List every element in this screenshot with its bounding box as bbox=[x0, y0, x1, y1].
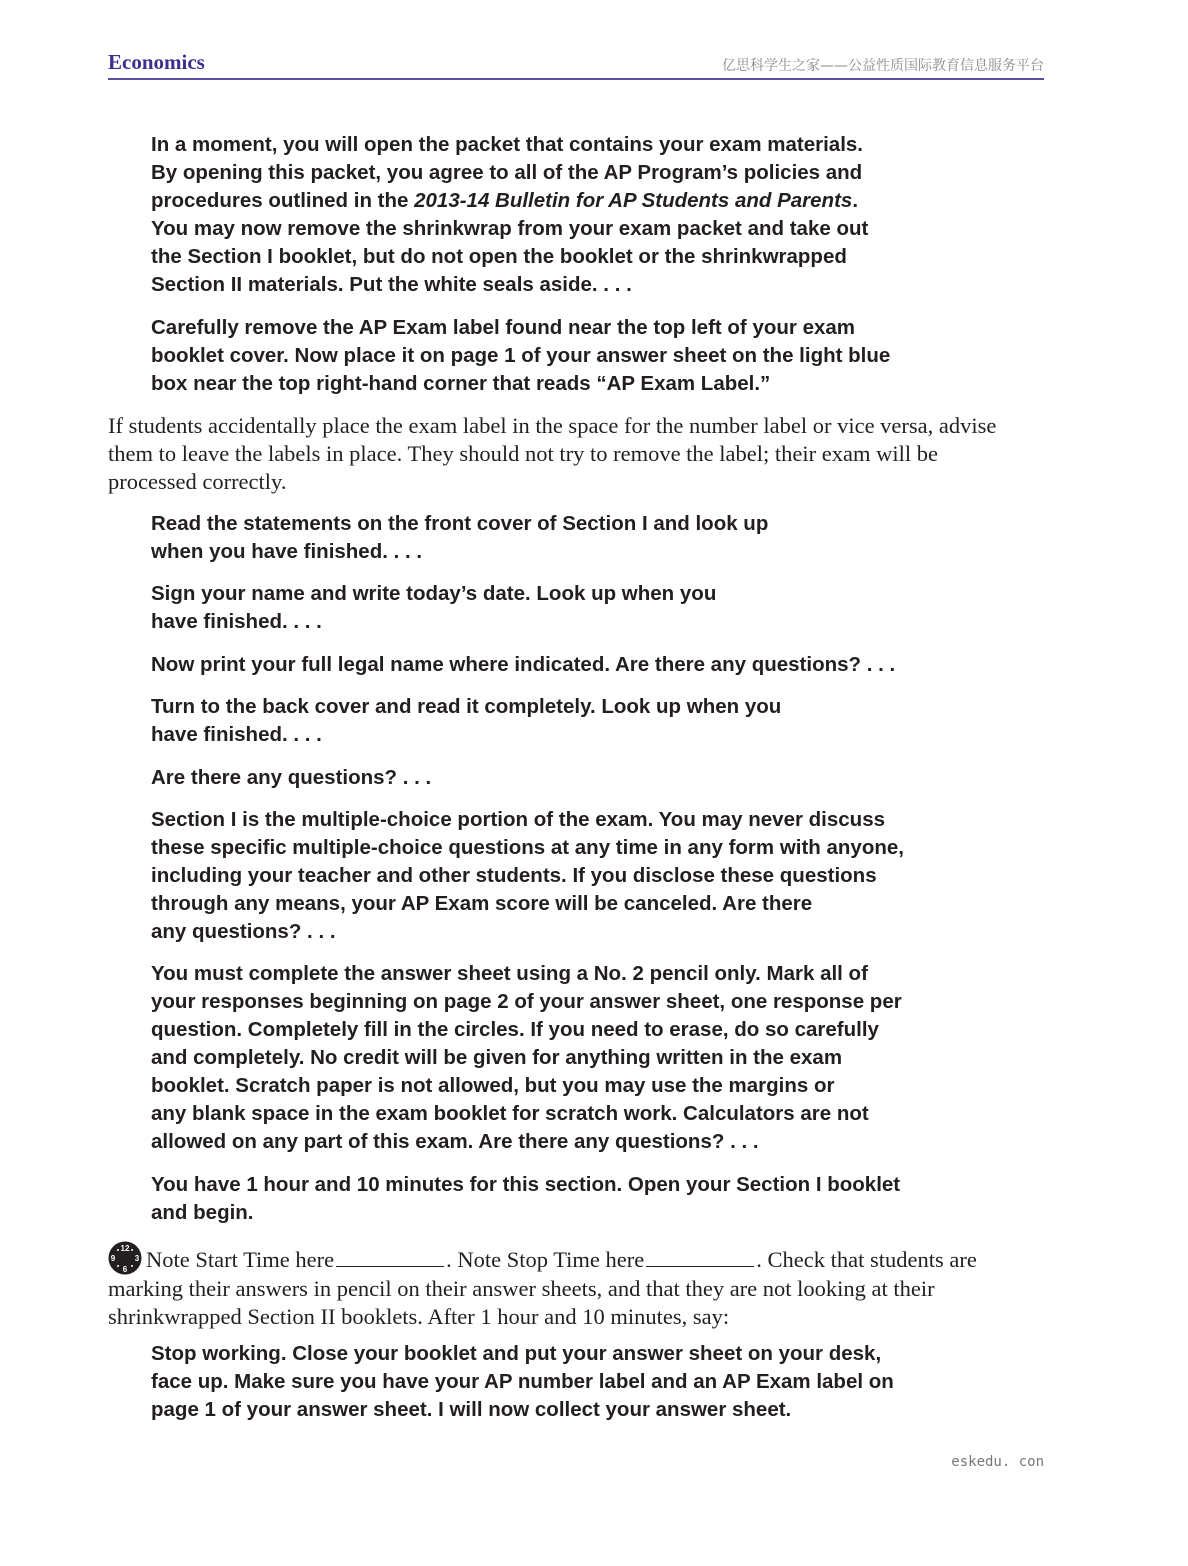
script-line: booklet cover. Now place it on page 1 of your answer sheet on the light blue bbox=[151, 344, 891, 367]
clock-icon bbox=[108, 1241, 142, 1275]
script-line: By opening this packet, you agree to all of the AP Program’s policies and bbox=[151, 161, 863, 184]
script-line: allowed on any part of this exam. Are there any questions? . . . bbox=[151, 1130, 759, 1153]
script-line: box near the top right-hand corner that reads “AP Exam Label.” bbox=[151, 372, 771, 395]
script-block-sign-name bbox=[151, 580, 716, 636]
script-line: Section II materials. Put the white seals aside. . . . bbox=[151, 273, 632, 296]
script-line: question. Completely fill in the circles. If you need to erase, do so carefully bbox=[151, 1018, 879, 1041]
note-line: marking their answers in pencil on their answer sheets, and that they are not looking at their bbox=[108, 1276, 935, 1301]
script-block-back-cover bbox=[151, 693, 781, 749]
script-line: page 1 of your answer sheet. I will now collect your answer sheet. bbox=[151, 1398, 792, 1421]
script-line: these specific multiple-choice questions at any time in any form with anyone, bbox=[151, 836, 904, 859]
script-line: booklet. Scratch paper is not allowed, but you may use the margins or bbox=[151, 1074, 835, 1097]
script-block-time-limit bbox=[151, 1171, 900, 1227]
page-header bbox=[108, 50, 1044, 80]
script-line: Sign your name and write today’s date. Look up when you bbox=[151, 582, 717, 605]
subject-title: Economics bbox=[108, 50, 205, 74]
note-line: processed correctly. bbox=[108, 469, 287, 494]
script-line: You have 1 hour and 10 minutes for this section. Open your Section I booklet bbox=[151, 1173, 901, 1196]
start-time-label: Note Start Time here bbox=[146, 1247, 335, 1272]
script-block-section-one bbox=[151, 806, 904, 946]
script-line: face up. Make sure you have your AP number label and an AP Exam label on bbox=[151, 1370, 894, 1393]
script-line: including your teacher and other students. If you disclose these questions bbox=[151, 864, 877, 887]
script-line: have finished. . . . bbox=[151, 610, 322, 633]
script-block-open-packet bbox=[151, 131, 868, 299]
script-line: Now print your full legal name where indicated. Are there any questions? . . . bbox=[151, 653, 896, 676]
svg-text:6: 6 bbox=[122, 1265, 128, 1274]
stop-time-blank bbox=[646, 1248, 754, 1267]
script-line: You must complete the answer sheet using a No. 2 pencil only. Mark all of bbox=[151, 962, 868, 985]
script-block-questions bbox=[151, 764, 431, 792]
script-line: Section I is the multiple-choice portion of the exam. You may never discuss bbox=[151, 808, 886, 831]
script-line: In a moment, you will open the packet that contains your exam materials. bbox=[151, 133, 863, 156]
script-line: the Section I booklet, but do not open the booklet or the shrinkwrapped bbox=[151, 245, 847, 268]
script-line: Read the statements on the front cover of Section I and look up bbox=[151, 512, 769, 535]
script-line: any blank space in the exam booklet for scratch work. Calculators are not bbox=[151, 1102, 869, 1125]
start-time-blank bbox=[336, 1248, 444, 1267]
script-block-print-name bbox=[151, 651, 895, 679]
note-line: If students accidentally place the exam label in the space for the number label or vice versa, advise bbox=[108, 413, 997, 438]
script-block-stop-working bbox=[151, 1340, 894, 1424]
footer-watermark: eskedu. con bbox=[951, 1454, 1044, 1470]
script-block-exam-label bbox=[151, 314, 890, 398]
svg-text:12: 12 bbox=[120, 1244, 130, 1253]
script-line: You may now remove the shrinkwrap from your exam packet and take out bbox=[151, 217, 869, 240]
script-line: when you have finished. . . . bbox=[151, 540, 423, 563]
script-block-answer-sheet bbox=[151, 960, 902, 1156]
note-line: 12 3 6 9 Note Start Time here . Note Stop Time here . Check that students are bbox=[108, 1241, 1048, 1275]
note-line: them to leave the labels in place. They should not try to remove the label; their exam will be bbox=[108, 441, 938, 466]
script-line: through any means, your AP Exam score will be canceled. Are there bbox=[151, 892, 813, 915]
note-block-timing bbox=[108, 1241, 1048, 1331]
script-line: your responses beginning on page 2 of your answer sheet, one response per bbox=[151, 990, 902, 1013]
script-line: and begin. bbox=[151, 1201, 254, 1224]
svg-text:9: 9 bbox=[110, 1254, 116, 1263]
bulletin-title: 2013-14 Bulletin for AP Students and Parents bbox=[414, 189, 853, 212]
script-line: procedures outlined in the 2013-14 Bulletin for AP Students and Parents. bbox=[151, 189, 859, 212]
script-line: Are there any questions? . . . bbox=[151, 766, 432, 789]
script-line: Stop working. Close your booklet and put your answer sheet on your desk, bbox=[151, 1342, 882, 1365]
stop-time-label: . Note Stop Time here bbox=[446, 1247, 645, 1272]
script-block-read-statements bbox=[151, 510, 768, 566]
svg-text:3: 3 bbox=[134, 1254, 140, 1263]
site-banner: 亿思科学生之家——公益性质国际教育信息服务平台 bbox=[722, 58, 1044, 74]
note-line: shrinkwrapped Section II booklets. After 1 hour and 10 minutes, say: bbox=[108, 1304, 730, 1329]
script-line: and completely. No credit will be given for anything written in the exam bbox=[151, 1046, 843, 1069]
note-block-label-placement bbox=[108, 412, 1048, 496]
script-line: Carefully remove the AP Exam label found near the top left of your exam bbox=[151, 316, 856, 339]
script-line: have finished. . . . bbox=[151, 723, 322, 746]
script-line: Turn to the back cover and read it completely. Look up when you bbox=[151, 695, 782, 718]
script-line: any questions? . . . bbox=[151, 920, 336, 943]
